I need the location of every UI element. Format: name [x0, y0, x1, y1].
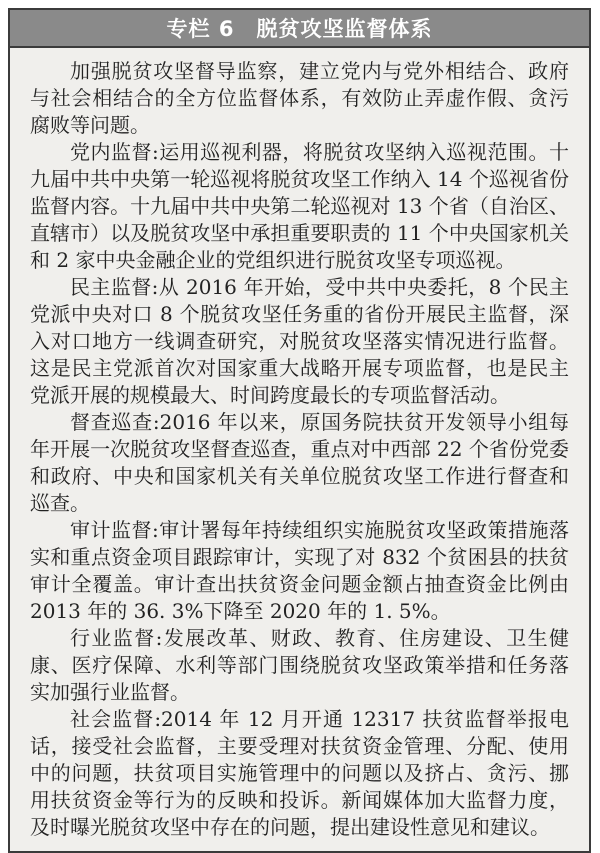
panel-body — [10, 48, 589, 851]
paragraph-democratic-supervision: 民主监督:从 2016 年开始，受中共中央委托，8 个民主党派中央对口 8 个脱贫攻坚任务重的省份开展民主监督，深入对口地方一线调查研究，对脱贫攻坚落实情况进行监督。这是民主党派首次对国家重大战略开展专项监督，也是民主党派开展的规模最大、时间跨度最长的专项监督活动。 — [30, 275, 569, 407]
paragraph-audit-supervision: 审计监督:审计署每年持续组织实施脱贫攻坚政策措施落实和重点资金项目跟踪审计，实现了对 832 个贫困县的扶贫审计全覆盖。审计查出扶贫资金问题金额占抽查资金比例由 2013 年的 36. 3%下降至 2020 年的 1. 5%。 — [30, 518, 569, 623]
panel-header — [10, 10, 589, 48]
paragraph-inspection-tours: 督查巡查:2016 年以来，原国务院扶贫开发领导小组每年开展一次脱贫攻坚督查巡查，重点对中西部 22 个省份党委和政府、中央和国家机关有关单位脱贫攻坚工作进行督查和巡查。 — [30, 410, 569, 515]
paragraph-social-supervision: 社会监督:2014 年 12 月开通 12317 扶贫监督举报电话，接受社会监督，主要受理对扶贫资金管理、分配、使用中的问题，扶贫项目实施管理中的问题以及挤占、贪污、挪用扶贫资金等行为的反映和投诉。新闻媒体加大监督力度，及时曝光脱贫攻坚中存在的问题，提出建设性意见和建议。 — [30, 707, 569, 839]
paragraph-party-supervision: 党内监督:运用巡视利器，将脱贫攻坚纳入巡视范围。十九届中共中央第一轮巡视将脱贫攻坚工作纳入 14 个巡视省份监督内容。十九届中共中央第二轮巡视对 13 个省（自治区、直辖市）以及脱贫攻坚中承担重要职责的 11 个中央国家机关和 2 家中央金融企业的党组织进行脱贫攻坚专项巡视。 — [30, 140, 569, 272]
panel-title: 专栏 6 脱贫攻坚监督体系 — [166, 17, 433, 41]
paragraph-sector-supervision: 行业监督:发展改革、财政、教育、住房建设、卫生健康、医疗保障、水利等部门围绕脱贫攻坚政策举措和任务落实加强行业监督。 — [30, 626, 569, 704]
paragraph-intro: 加强脱贫攻坚督导监察，建立党内与党外相结合、政府与社会相结合的全方位监督体系，有效防止弄虚作假、贪污腐败等问题。 — [30, 59, 569, 137]
column-panel — [8, 8, 591, 853]
